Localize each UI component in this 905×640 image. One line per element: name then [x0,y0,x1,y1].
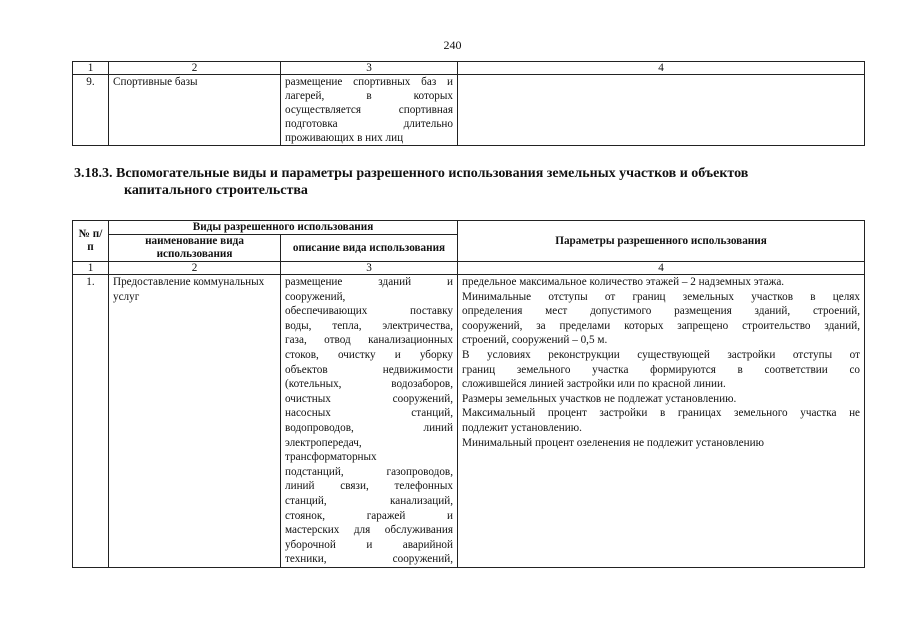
params-line: Минимальный процент озеленения не подлежит установлению [462,436,764,449]
column-numbers-row [73,262,865,275]
params-line: определения мест допустимого размещения зданий, строений, [462,305,861,318]
description-line: газа, отвод канализационных [285,334,454,347]
description-line: осуществляется спортивная [285,104,453,116]
continuation-table [72,61,865,146]
params-line: Размеры земельных участков не подлежат установлению. [462,392,737,405]
use-name: Спортивные базы [109,75,281,146]
header-row [73,221,865,235]
column-number: 1 [73,262,109,275]
description-line: мастерских для обслуживания [285,524,454,537]
params-line: В условиях реконструкции существующей застройки отступы от [462,348,861,361]
section-title-line: 3.18.3. Вспомогательные виды и параметры разрешенного использования земельных участков и объектов [74,166,749,181]
description-line: размещение спортивных баз и [285,76,453,88]
description-line: подготовка длительно [285,118,453,130]
params-line: сложившейся линией застройки или по красной линии. [462,378,726,391]
column-number: 4 [458,262,865,275]
use-description [281,75,458,146]
use-description [281,275,458,568]
description-line: стоков, очистку и уборку [285,348,454,361]
auxiliary-uses-table [72,220,865,568]
column-number: 1 [73,62,109,75]
description-line: электропередач, [285,436,362,449]
description-line: водопроводов, линий [285,421,454,434]
column-number: 4 [458,62,865,75]
column-number: 3 [281,62,458,75]
description-line: трансформаторных [285,451,377,464]
description-line: техники, сооружений, [285,553,454,566]
header-description: описание вида использования [281,235,458,262]
params-line: подлежит установлению. [462,421,582,434]
params-line: предельное максимальное количество этажей – 2 надземных этажа. [462,276,785,288]
column-number: 2 [109,262,281,275]
description-line: размещение зданий и [285,276,454,288]
column-number: 2 [109,62,281,75]
row-number: 9. [73,75,109,146]
params-line: строений, сооружений – 0,5 м. [462,334,608,347]
column-number: 3 [281,262,458,275]
description-line: сооружений, [285,290,346,303]
column-numbers-row [73,62,865,75]
section-title-line: капитального строительства [124,183,308,198]
description-line: уборочной и аварийной [285,538,454,551]
description-line: насосных станций, [285,407,454,420]
use-params [458,275,865,568]
description-line: подстанций, газопроводов, [285,465,454,478]
header-params: Параметры разрешенного использования [458,221,865,262]
params-line: границ земельного участка формируются в соответствии со [462,363,861,376]
header-num: № п/п [73,221,109,262]
params-line: сооружений, за пределами которых запрещено строительство зданий, [462,319,861,332]
description-line: лагерей, в которых [285,90,453,102]
page-number: 240 [443,38,462,52]
params-line: Максимальный процент застройки в границах земельного участка не [462,407,861,420]
description-line: стоянок, гаражей и [285,509,454,522]
description-line: проживающих в них лиц [285,132,404,144]
use-name: Предоставление коммунальных услуг [109,275,281,568]
description-line: обеспечивающих поставку [285,305,454,318]
description-line: объектов недвижимости [285,363,454,376]
row-number: 1. [73,275,109,568]
params-line: Минимальные отступы от границ земельных участков в целях [462,290,861,303]
use-params [458,75,865,146]
description-line: очистных сооружений, [285,392,454,405]
description-line: станций, канализаций, [285,494,454,507]
table-row [73,75,865,146]
header-name: наименование вида использования [109,235,281,262]
description-line: (котельных, водозаборов, [285,378,454,391]
description-line: воды, тепла, электричества, [285,319,454,332]
section-title [74,165,834,199]
header-group: Виды разрешенного использования [109,221,458,235]
table-row [73,275,865,568]
description-line: линий связи, телефонных [285,480,454,493]
